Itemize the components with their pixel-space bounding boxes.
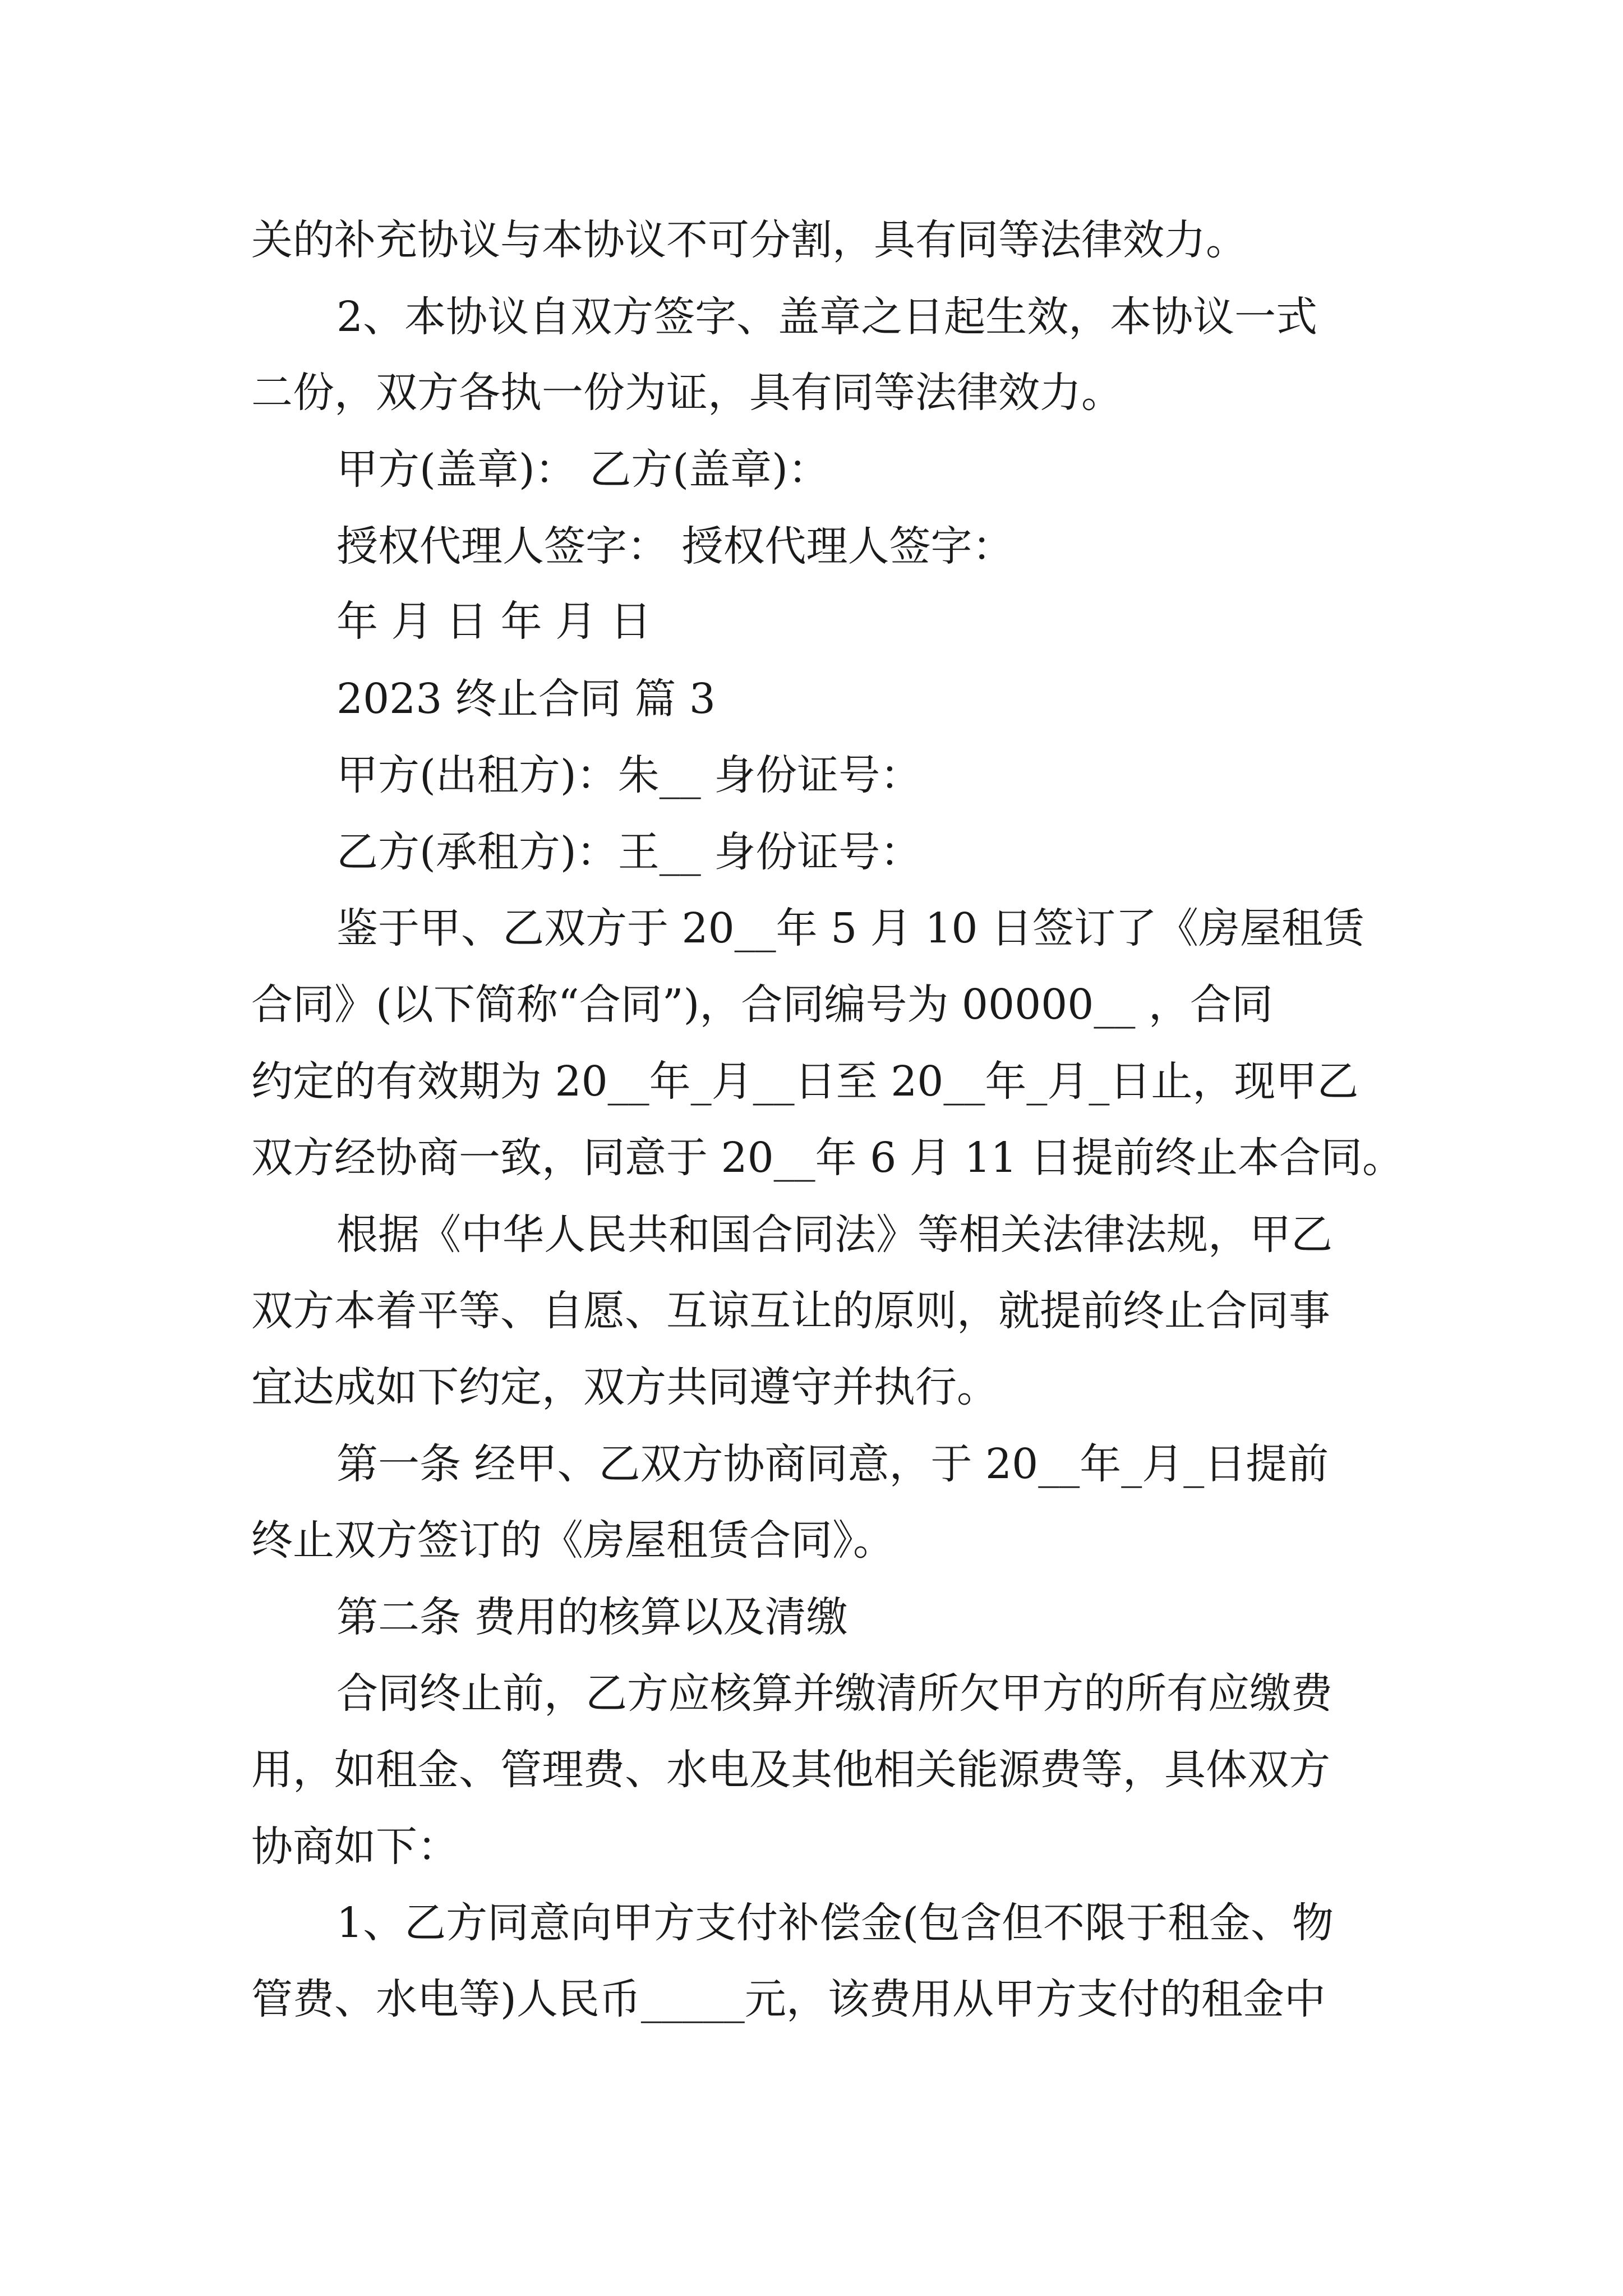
text-line: 年 月 日 年 月 日 xyxy=(336,597,652,646)
text-line: 协商如下： xyxy=(251,1823,459,1871)
text-line: 宜达成如下约定，双方共同遵守并执行。 xyxy=(251,1363,998,1411)
text-line: 鉴于甲、乙双方于 20__年 5 月 10 日签订了《房屋租赁 xyxy=(336,904,1365,953)
text-line: 甲方(盖章)： 乙方(盖章)： xyxy=(336,445,830,494)
text-line: 授权代理人签字： 授权代理人签字： xyxy=(336,522,1014,570)
text-line: 用，如租金、管理费、水电及其他相关能源费等，具体双方 xyxy=(251,1746,1330,1794)
text-line: 合同》(以下简称“合同”)，合同编号为 00000__ ，合同 xyxy=(251,981,1273,1029)
text-line: 1、乙方同意向甲方支付补偿金(包含但不限于租金、物 xyxy=(336,1899,1334,1947)
text-line: 双方经协商一致，同意于 20__年 6 月 11 日提前终止本合同。 xyxy=(251,1134,1404,1182)
text-line: 约定的有效期为 20__年_月__日至 20__年_月_日止，现甲乙 xyxy=(251,1057,1359,1106)
text-line: 双方本着平等、自愿、互谅互让的原则，就提前终止合同事 xyxy=(251,1287,1330,1335)
text-line: 根据《中华人民共和国合同法》等相关法律法规，甲乙 xyxy=(336,1211,1332,1259)
text-line: 第一条 经甲、乙双方协商同意，于 20__年_月_日提前 xyxy=(336,1440,1329,1488)
text-line: 关的补充协议与本协议不可分割，具有同等法律效力。 xyxy=(251,216,1247,264)
text-line: 2、本协议自双方签字、盖章之日起生效，本协议一式 xyxy=(336,293,1318,341)
text-line: 二份，双方各执一份为证，具有同等法律效力。 xyxy=(251,369,1123,417)
text-line: 甲方(出租方)：朱__ 身份证号： xyxy=(336,751,922,799)
text-line: 终止双方签订的《房屋租赁合同》。 xyxy=(251,1516,895,1565)
section-heading: 2023 终止合同 篇 3 xyxy=(336,675,716,723)
text-line: 合同终止前，乙方应核算并缴清所欠甲方的所有应缴费 xyxy=(336,1669,1332,1718)
text-line: 乙方(承租方)：王__ 身份证号： xyxy=(336,828,922,876)
text-line: 管费、水电等)人民币_____元，该费用从甲方支付的租金中 xyxy=(251,1975,1326,2023)
text-line: 第二条 费用的核算以及清缴 xyxy=(336,1593,848,1641)
